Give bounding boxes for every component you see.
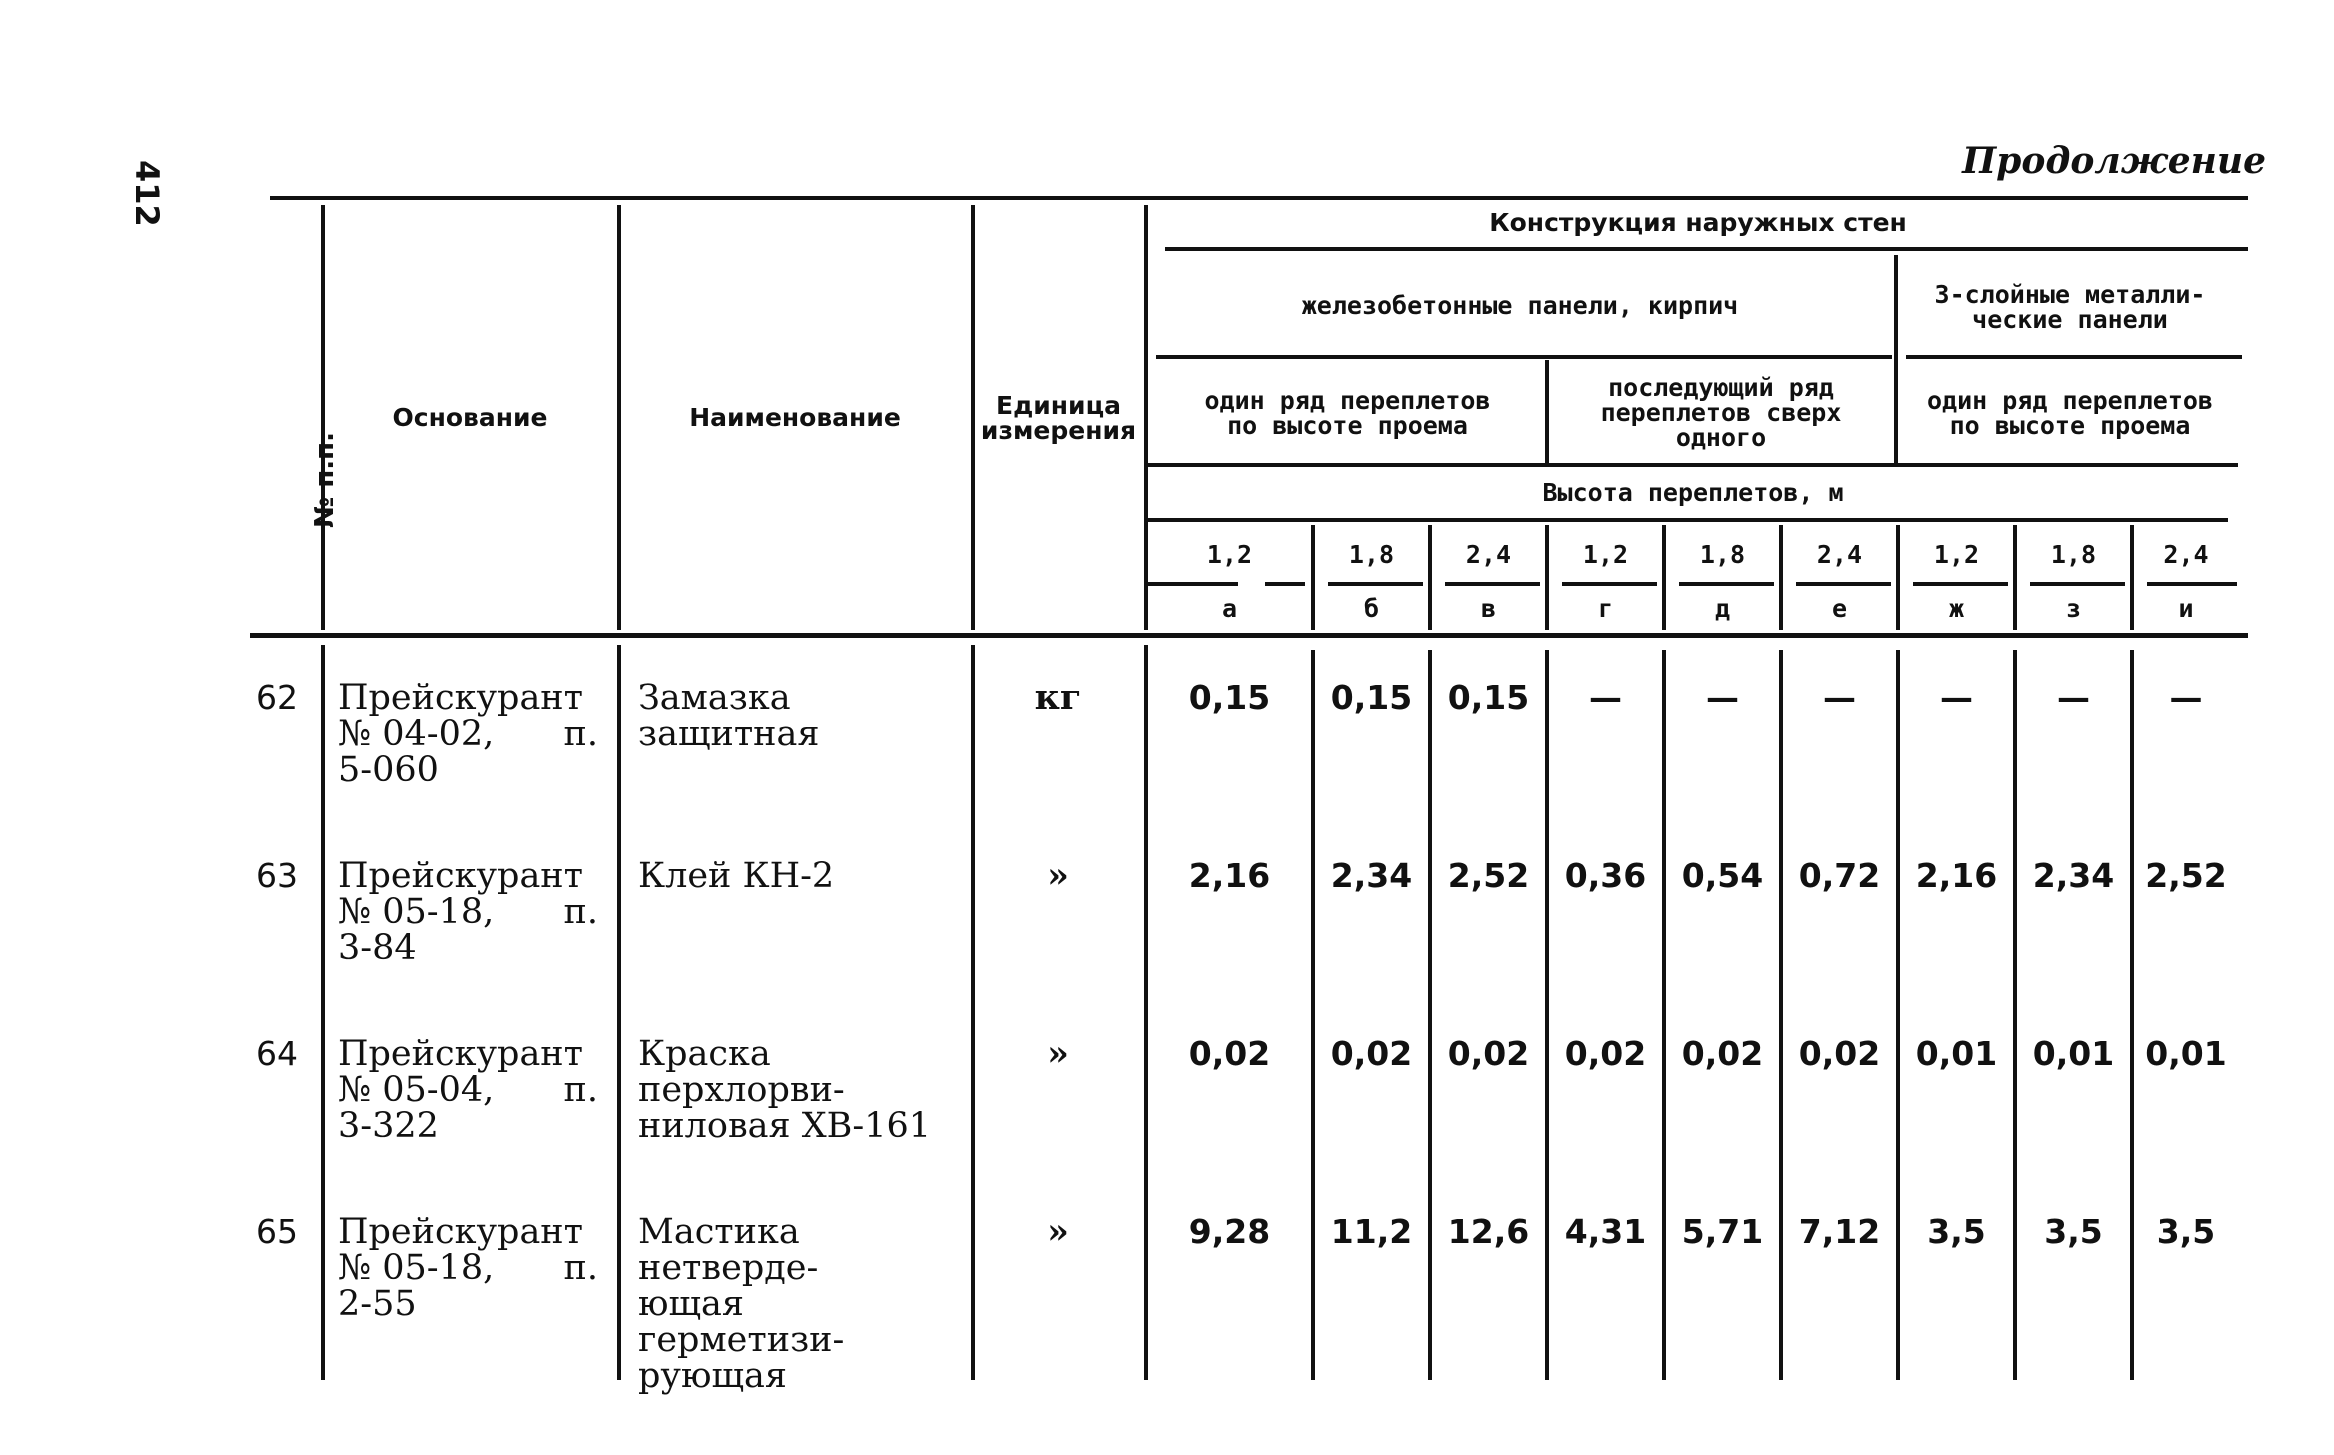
value-cell: 0,54 (1681, 856, 1764, 895)
unit-cell: » (1047, 855, 1069, 896)
value-cell: 0,02 (1564, 1034, 1647, 1073)
basis-line (338, 1250, 598, 1286)
value-cell: 0,15 (1447, 678, 1530, 717)
column-letter: в (1480, 593, 1497, 623)
basis-line-part: № 05-04, (338, 1070, 495, 1110)
basis-line: 5-060 (338, 750, 439, 790)
value-cell: 0,02 (1447, 1034, 1530, 1073)
header-next-row: последующий ряд переплетов сверх одного (1600, 373, 1842, 452)
value-cell: 0,15 (1330, 678, 1413, 717)
basis-line (338, 894, 598, 930)
column-letter: ж (1948, 593, 1965, 623)
basis-line-part: п. (563, 1248, 598, 1288)
value-cell: — (1940, 678, 1973, 717)
value-cell: 0,36 (1564, 856, 1647, 895)
basis-line: Прейскурант (338, 856, 583, 896)
value-cell: 2,52 (2145, 856, 2227, 895)
header-metal-one-row: один ряд переплетов по высоте проема (1927, 385, 2213, 440)
header-unit: Единица измерения (980, 390, 1137, 445)
height-value: 1,8 (2050, 539, 2097, 569)
value-cell: 2,52 (1447, 856, 1530, 895)
value-cell: — (2057, 678, 2090, 717)
basis-line-part: п. (563, 1070, 598, 1110)
value-cell: 3,5 (1927, 1212, 1986, 1251)
height-value: 1,2 (1206, 539, 1253, 569)
header-name: Наименование (689, 403, 901, 432)
basis-line-part: № 05-18, (338, 1248, 495, 1288)
value-cell: 0,72 (1798, 856, 1881, 895)
basis-line: Прейскурант (338, 1034, 583, 1074)
value-cell: 12,6 (1447, 1212, 1530, 1251)
continuation-label: Продолжение (1962, 140, 2266, 182)
item-name: Мастика нетверде- ющая герметизи- рующая (638, 1212, 845, 1396)
column-letter: а (1221, 593, 1238, 623)
header-metal-panels: 3-слойные металли- ческие панели (1934, 280, 2206, 334)
value-cell: 2,34 (1330, 856, 1413, 895)
value-cell: 0,15 (1188, 678, 1271, 717)
column-letter: б (1363, 593, 1380, 623)
page-number: 412 (128, 160, 166, 227)
height-value: 2,4 (1816, 539, 1863, 569)
header-wall-construction: Конструкция наружных стен (1489, 207, 1907, 237)
basis-cell (338, 858, 598, 966)
value-cell: 3,5 (2044, 1212, 2103, 1251)
value-cell: 0,02 (1798, 1034, 1881, 1073)
item-name: Замазка защитная (638, 678, 820, 754)
value-cell: 7,12 (1798, 1212, 1881, 1251)
header-basis: Основание (392, 403, 548, 432)
value-cell: 2,34 (2032, 856, 2115, 895)
value-cell: 0,02 (1681, 1034, 1764, 1073)
basis-line-part: № 05-18, (338, 892, 495, 932)
height-value: 1,8 (1699, 539, 1746, 569)
item-name: Краска перхлорви- ниловая ХВ-161 (638, 1034, 932, 1146)
row-number: 64 (256, 1034, 298, 1073)
column-letter: и (2178, 593, 2194, 623)
value-cell: 11,2 (1330, 1212, 1413, 1251)
height-value: 2,4 (1465, 539, 1512, 569)
unit-cell: » (1047, 1033, 1069, 1074)
basis-line (338, 716, 598, 752)
basis-line (338, 1072, 598, 1108)
basis-line-part: п. (563, 892, 598, 932)
height-value: 2,4 (2163, 539, 2209, 569)
basis-line: 3-84 (338, 928, 417, 968)
header-row-number: № п.п. (310, 431, 340, 528)
basis-line-part: № 04-02, (338, 714, 495, 754)
value-cell: 0,02 (1330, 1034, 1413, 1073)
value-cell: 0,02 (1188, 1034, 1271, 1073)
basis-cell (338, 680, 598, 788)
value-cell: 0,01 (1915, 1034, 1998, 1073)
row-number: 63 (256, 856, 298, 895)
value-cell: 0,01 (2145, 1034, 2227, 1073)
value-cell: 9,28 (1188, 1212, 1271, 1251)
basis-line-part: п. (563, 714, 598, 754)
header-frame-height: Высота переплетов, м (1542, 477, 1844, 507)
value-cell: 5,71 (1681, 1212, 1764, 1251)
value-cell: — (1823, 678, 1856, 717)
height-value: 1,8 (1348, 539, 1395, 569)
row-number: 62 (256, 678, 298, 717)
value-cell: — (1706, 678, 1739, 717)
value-cell: 2,16 (1188, 856, 1271, 895)
header-one-row: один ряд переплетов по высоте проема (1204, 385, 1491, 440)
basis-line: 2-55 (338, 1284, 417, 1324)
row-number: 65 (256, 1212, 298, 1251)
basis-cell (338, 1036, 598, 1144)
value-cell: 3,5 (2156, 1212, 2216, 1251)
column-letter: з (2065, 593, 2082, 623)
column-letter: е (1831, 593, 1848, 623)
height-value: 1,2 (1933, 539, 1980, 569)
value-cell: 4,31 (1564, 1212, 1647, 1251)
value-cell: — (1589, 678, 1622, 717)
unit-cell: » (1047, 1211, 1069, 1252)
unit-cell: кг (1034, 677, 1082, 718)
value-cell: — (2169, 678, 2203, 717)
item-name: Клей КН-2 (638, 856, 835, 896)
value-cell: 2,16 (1915, 856, 1998, 895)
basis-line: Прейскурант (338, 1212, 583, 1252)
basis-cell (338, 1214, 598, 1322)
basis-line: Прейскурант (338, 678, 583, 718)
height-value: 1,2 (1582, 539, 1629, 569)
header-concrete-brick: железобетонные панели, кирпич (1301, 290, 1739, 320)
column-letter: г (1597, 593, 1614, 623)
value-cell: 0,01 (2032, 1034, 2115, 1073)
basis-line: 3-322 (338, 1106, 439, 1146)
column-letter: д (1714, 593, 1731, 623)
